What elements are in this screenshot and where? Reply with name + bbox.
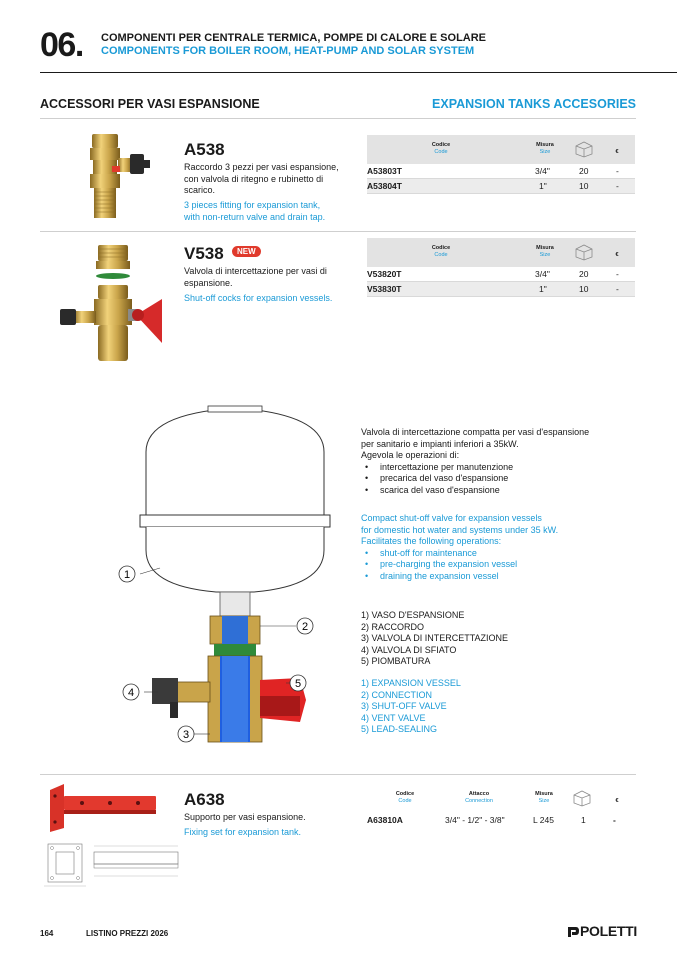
info-en-line: Compact shut-off valve for expansion vessels — [361, 513, 542, 523]
legend-en-line: 5) LEAD-SEALING — [361, 724, 438, 734]
row-price: - — [616, 269, 619, 279]
row-code: V53820T — [367, 269, 402, 279]
table-header — [367, 238, 635, 267]
code-header-en: Code — [434, 252, 448, 258]
new-badge: NEW — [232, 246, 261, 257]
row-size: 3/4" — [535, 166, 550, 176]
code-header-it: Codice — [431, 245, 451, 251]
row-code: A53804T — [367, 181, 402, 191]
chapter-title-en: COMPONENTS FOR BOILER ROOM, HEAT-PUMP AND SOLAR SYSTEM — [101, 45, 475, 57]
diagram-label-3: 3 — [182, 729, 190, 741]
price-header: € — [615, 149, 619, 155]
product-divider — [40, 774, 636, 775]
row-pack: 1 — [581, 815, 586, 825]
a538-code: A538 — [184, 140, 225, 159]
legend-it-line: 5) PIOMBATURA — [361, 656, 431, 666]
code-header-en: Code — [398, 798, 412, 804]
size-header-en: Size — [539, 252, 551, 258]
a538-desc-it-line: Raccordo 3 pezzi per vasi espansione, — [184, 162, 339, 172]
code-header-it: Codice — [395, 791, 415, 797]
table-row — [367, 267, 635, 282]
footer-label: LISTINO PREZZI 2026 — [86, 929, 169, 938]
a638-product-image — [42, 782, 162, 834]
a538-description-en — [184, 200, 325, 223]
legend-en-line: 2) CONNECTION — [361, 689, 433, 700]
price-header: € — [615, 798, 619, 804]
a538-description-it — [184, 162, 339, 197]
legend-en-line: 1) EXPANSION VESSEL — [361, 678, 461, 688]
brand-name: POLETTI — [580, 923, 638, 939]
v538-product-image — [58, 243, 168, 373]
info-it-line: Valvola di intercettazione compatta per vasi d'espansione — [361, 427, 590, 437]
package-icon — [572, 789, 592, 807]
size-header-en: Size — [538, 798, 550, 804]
info-en-line: for domestic hot water and systems under 35 kW. — [361, 524, 559, 535]
brand-mark-icon — [566, 925, 580, 937]
row-size: 1" — [539, 284, 547, 294]
table-header — [367, 784, 635, 813]
price-header: € — [615, 252, 619, 258]
diagram-label-4: 4 — [127, 687, 135, 699]
row-code: A53803T — [367, 166, 402, 176]
table-row — [367, 813, 635, 828]
info-en-line: Facilitates the following operations: — [361, 536, 502, 546]
v538-desc-en-line: Shut-off cocks for expansion vessels. — [184, 293, 333, 303]
info-en-bullet: • pre-charging the expansion vessel — [361, 559, 558, 571]
header-divider — [40, 72, 677, 73]
row-code: A63810A — [367, 815, 403, 825]
code-header — [421, 142, 461, 156]
info-it — [361, 427, 589, 496]
row-code: V53830T — [367, 284, 402, 294]
row-connection: 3/4" - 1/2" - 3/8" — [445, 815, 505, 825]
a538-desc-it-line: scarico. — [184, 185, 216, 195]
a538-desc-it-line: con valvola di ritegno e rubinetto di — [184, 173, 324, 184]
info-it-bullet: • scarica del vaso d'espansione — [361, 485, 589, 497]
code-header — [385, 791, 425, 805]
table-row — [367, 179, 635, 194]
connection-header-it: Attacco — [468, 791, 490, 797]
size-header-it: Misura — [535, 791, 553, 797]
chapter-title-it: COMPONENTI PER CENTRALE TERMICA, POMPE DI CALORE E SOLARE — [101, 32, 487, 44]
row-price: - — [613, 815, 616, 825]
section-divider — [40, 118, 636, 119]
v538-desc-it-line: espansione. — [184, 277, 233, 288]
legend-en — [361, 678, 461, 736]
v538-desc-it-line: Valvola di intercettazione per vasi di — [184, 266, 327, 276]
v538-description-it — [184, 266, 327, 289]
connection-header — [459, 791, 499, 805]
package-icon — [574, 140, 594, 158]
diagram-label-5: 5 — [294, 678, 302, 690]
legend-en-line: 3) SHUT-OFF VALVE — [361, 701, 447, 711]
row-pack: 10 — [579, 181, 589, 191]
row-price: - — [616, 181, 619, 191]
size-header — [525, 142, 565, 156]
row-pack: 10 — [579, 284, 589, 294]
section-title-en: EXPANSION TANKS ACCESORIES — [432, 97, 636, 111]
a638-technical-drawing — [42, 838, 187, 888]
row-price: - — [616, 284, 619, 294]
a538-desc-en-line: 3 pieces fitting for expansion tank, — [184, 200, 321, 210]
size-header-it: Misura — [536, 245, 554, 251]
section-title-it: ACCESSORI PER VASI ESPANSIONE — [40, 97, 260, 111]
code-header-en: Code — [434, 149, 448, 155]
legend-it-line: 3) VALVOLA DI INTERCETTAZIONE — [361, 633, 509, 643]
a638-desc-it-line: Supporto per vasi espansione. — [184, 812, 306, 822]
size-header-it: Misura — [536, 142, 554, 148]
size-header — [525, 245, 565, 259]
info-en-bullet: • draining the expansion vessel — [361, 571, 558, 583]
size-header — [524, 791, 564, 805]
table-row — [367, 282, 635, 297]
legend-en-line: 4) VENT VALVE — [361, 712, 426, 723]
a638-description-it — [184, 812, 306, 824]
info-it-bullet: • intercettazione per manutenzione — [361, 462, 589, 474]
a638-price-table — [367, 784, 635, 828]
diagram-label-1: 1 — [123, 569, 131, 581]
info-it-line: per sanitario e impianti inferiori a 35kW. — [361, 438, 519, 449]
v538-price-table — [367, 238, 635, 297]
code-header — [421, 245, 461, 259]
info-en — [361, 513, 558, 582]
chapter-number: 06. — [40, 26, 83, 64]
info-it-line: Agevola le operazioni di: — [361, 450, 460, 460]
legend-it-line: 4) VALVOLA DI SFIATO — [361, 644, 457, 655]
page-number: 164 — [40, 929, 54, 938]
a538-product-image — [78, 130, 158, 225]
info-it-bullet: • precarica del vaso d'espansione — [361, 473, 589, 485]
a638-description-en — [184, 827, 301, 839]
a638-desc-en-line: Fixing set for expansion tank. — [184, 827, 302, 837]
size-header-en: Size — [539, 149, 551, 155]
legend-it-line: 2) RACCORDO — [361, 621, 425, 632]
table-header — [367, 135, 635, 164]
v538-description-en — [184, 293, 332, 305]
product-divider — [40, 231, 636, 232]
brand-logo — [566, 923, 637, 939]
assembly-diagram — [110, 400, 345, 755]
a538-desc-en-line: with non-return valve and drain tap. — [184, 211, 326, 222]
legend-it — [361, 610, 508, 668]
row-size: 1" — [539, 181, 547, 191]
row-pack: 20 — [579, 166, 589, 176]
table-row — [367, 164, 635, 179]
connection-header-en: Connection — [465, 798, 493, 804]
row-price: - — [616, 166, 619, 176]
info-en-bullet: • shut-off for maintenance — [361, 548, 558, 560]
diagram-label-2: 2 — [301, 621, 309, 633]
package-icon — [574, 243, 594, 261]
a638-code: A638 — [184, 790, 225, 809]
v538-code: V538 — [184, 244, 224, 263]
legend-it-line: 1) VASO D'ESPANSIONE — [361, 610, 465, 620]
row-pack: 20 — [579, 269, 589, 279]
code-header-it: Codice — [431, 142, 451, 148]
a538-price-table — [367, 135, 635, 194]
row-size: L 245 — [533, 815, 554, 825]
row-size: 3/4" — [535, 269, 550, 279]
